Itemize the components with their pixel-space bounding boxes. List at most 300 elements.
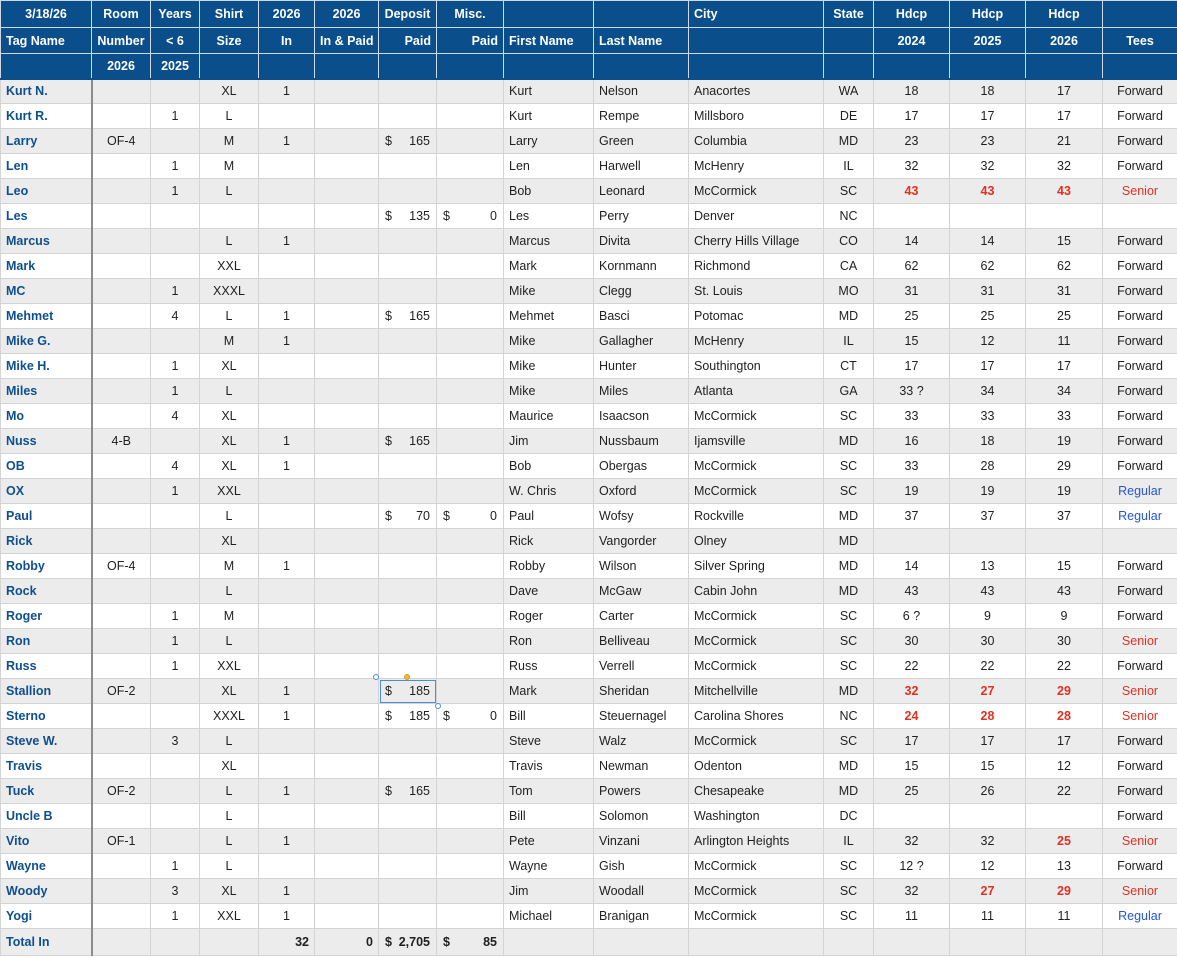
first-name-cell[interactable]: Jim — [504, 879, 594, 904]
first-name-cell[interactable]: Wayne — [504, 854, 594, 879]
hdcp-2026-cell[interactable]: 29 — [1026, 454, 1103, 479]
hdcp-2024-cell[interactable]: 23 — [874, 129, 950, 154]
tees-cell[interactable]: Forward — [1103, 754, 1177, 779]
hdcp-2025-cell[interactable]: 17 — [950, 354, 1026, 379]
years-cell[interactable]: 1 — [151, 854, 200, 879]
in-cell[interactable]: 1 — [259, 129, 315, 154]
last-name-cell[interactable]: Kornmann — [594, 254, 689, 279]
hdcp-2025-cell[interactable]: 9 — [950, 604, 1026, 629]
city-cell[interactable]: Richmond — [689, 254, 824, 279]
hdcp-2026-cell[interactable]: 29 — [1026, 679, 1103, 704]
last-name-cell[interactable]: Newman — [594, 754, 689, 779]
tees-cell[interactable]: Regular — [1103, 904, 1177, 929]
hdcp-2025-cell[interactable]: 31 — [950, 279, 1026, 304]
shirt-size-cell[interactable]: XXXL — [200, 279, 259, 304]
last-name-cell[interactable]: Woodall — [594, 879, 689, 904]
tees-cell[interactable]: Forward — [1103, 279, 1177, 304]
city-cell[interactable]: Denver — [689, 204, 824, 229]
years-cell[interactable]: 1 — [151, 904, 200, 929]
tag-name-cell[interactable]: Mark — [1, 254, 92, 279]
header-cell[interactable]: Tag Name — [1, 28, 92, 54]
misc-paid-cell[interactable] — [437, 504, 504, 529]
header-cell[interactable]: City — [689, 1, 824, 28]
total-years-cell[interactable] — [151, 929, 200, 956]
shirt-size-cell[interactable]: L — [200, 379, 259, 404]
state-cell[interactable]: GA — [824, 379, 874, 404]
hdcp-2024-cell[interactable]: 43 — [874, 579, 950, 604]
state-cell[interactable]: SC — [824, 854, 874, 879]
deposit-paid-cell[interactable] — [379, 729, 437, 754]
tees-cell[interactable]: Forward — [1103, 129, 1177, 154]
last-name-cell[interactable]: Gallagher — [594, 329, 689, 354]
header-cell[interactable]: 2026 — [315, 1, 379, 28]
years-cell[interactable]: 1 — [151, 479, 200, 504]
hdcp-2026-cell[interactable]: 15 — [1026, 229, 1103, 254]
hdcp-2025-cell[interactable]: 12 — [950, 329, 1026, 354]
room-cell[interactable] — [92, 79, 151, 104]
room-cell[interactable] — [92, 379, 151, 404]
state-cell[interactable]: DC — [824, 804, 874, 829]
first-name-cell[interactable]: Pete — [504, 829, 594, 854]
deposit-paid-cell[interactable] — [379, 104, 437, 129]
header-cell[interactable]: Tees — [1103, 28, 1177, 54]
room-cell[interactable] — [92, 354, 151, 379]
tag-name-cell[interactable]: Marcus — [1, 229, 92, 254]
room-cell[interactable] — [92, 329, 151, 354]
tees-cell[interactable]: Regular — [1103, 479, 1177, 504]
years-cell[interactable]: 4 — [151, 304, 200, 329]
header-cell[interactable]: 2024 — [874, 28, 950, 54]
misc-paid-cell[interactable] — [437, 704, 504, 729]
tag-name-cell[interactable]: Wayne — [1, 854, 92, 879]
header-cell[interactable] — [594, 1, 689, 28]
shirt-size-cell[interactable]: L — [200, 729, 259, 754]
total-deposit-paid-cell[interactable] — [379, 929, 437, 956]
last-name-cell[interactable]: Steuernagel — [594, 704, 689, 729]
selection-handle-bottom-right[interactable] — [435, 703, 441, 709]
hdcp-2026-cell[interactable]: 30 — [1026, 629, 1103, 654]
in-paid-cell[interactable] — [315, 379, 379, 404]
state-cell[interactable]: NC — [824, 704, 874, 729]
state-cell[interactable]: SC — [824, 454, 874, 479]
city-cell[interactable]: McHenry — [689, 154, 824, 179]
shirt-size-cell[interactable]: M — [200, 604, 259, 629]
state-cell[interactable]: SC — [824, 604, 874, 629]
years-cell[interactable]: 3 — [151, 879, 200, 904]
hdcp-2026-cell[interactable]: 9 — [1026, 604, 1103, 629]
state-cell[interactable]: SC — [824, 904, 874, 929]
shirt-size-cell[interactable]: XL — [200, 354, 259, 379]
header-cell[interactable] — [504, 54, 594, 79]
tees-cell[interactable] — [1103, 529, 1177, 554]
last-name-cell[interactable]: Wofsy — [594, 504, 689, 529]
hdcp-2024-cell[interactable] — [874, 804, 950, 829]
city-cell[interactable]: McCormick — [689, 404, 824, 429]
selection-handle-top[interactable] — [404, 674, 410, 680]
shirt-size-cell[interactable] — [200, 204, 259, 229]
misc-paid-cell[interactable] — [437, 529, 504, 554]
hdcp-2026-cell[interactable]: 17 — [1026, 79, 1103, 104]
hdcp-2024-cell[interactable]: 32 — [874, 679, 950, 704]
hdcp-2026-cell[interactable]: 17 — [1026, 729, 1103, 754]
hdcp-2025-cell[interactable]: 26 — [950, 779, 1026, 804]
hdcp-2025-cell[interactable]: 13 — [950, 554, 1026, 579]
hdcp-2026-cell[interactable]: 34 — [1026, 379, 1103, 404]
total-in-cell[interactable]: 32 — [259, 929, 315, 956]
city-cell[interactable]: Olney — [689, 529, 824, 554]
in-paid-cell[interactable] — [315, 204, 379, 229]
hdcp-2026-cell[interactable]: 37 — [1026, 504, 1103, 529]
years-cell[interactable] — [151, 529, 200, 554]
first-name-cell[interactable]: Mark — [504, 254, 594, 279]
years-cell[interactable] — [151, 554, 200, 579]
misc-paid-cell[interactable] — [437, 629, 504, 654]
header-cell[interactable] — [824, 28, 874, 54]
last-name-cell[interactable]: Vangorder — [594, 529, 689, 554]
first-name-cell[interactable]: Dave — [504, 579, 594, 604]
years-cell[interactable] — [151, 579, 200, 604]
hdcp-2026-cell[interactable]: 62 — [1026, 254, 1103, 279]
state-cell[interactable]: MD — [824, 304, 874, 329]
hdcp-2024-cell[interactable]: 14 — [874, 554, 950, 579]
last-name-cell[interactable]: Walz — [594, 729, 689, 754]
tees-cell[interactable]: Senior — [1103, 704, 1177, 729]
room-cell[interactable] — [92, 654, 151, 679]
state-cell[interactable]: SC — [824, 479, 874, 504]
room-cell[interactable] — [92, 104, 151, 129]
hdcp-2025-cell[interactable]: 19 — [950, 479, 1026, 504]
in-paid-cell[interactable] — [315, 504, 379, 529]
in-cell[interactable] — [259, 729, 315, 754]
hdcp-2026-cell[interactable]: 33 — [1026, 404, 1103, 429]
state-cell[interactable]: MO — [824, 279, 874, 304]
total-hdcp-2026-cell[interactable] — [1026, 929, 1103, 956]
hdcp-2026-cell[interactable]: 43 — [1026, 579, 1103, 604]
in-paid-cell[interactable] — [315, 854, 379, 879]
shirt-size-cell[interactable]: M — [200, 154, 259, 179]
total-state-cell[interactable] — [824, 929, 874, 956]
tees-cell[interactable]: Forward — [1103, 79, 1177, 104]
header-cell[interactable] — [200, 54, 259, 79]
city-cell[interactable]: Odenton — [689, 754, 824, 779]
city-cell[interactable]: Potomac — [689, 304, 824, 329]
years-cell[interactable]: 1 — [151, 354, 200, 379]
room-cell[interactable] — [92, 904, 151, 929]
hdcp-2024-cell[interactable]: 30 — [874, 629, 950, 654]
state-cell[interactable]: MD — [824, 579, 874, 604]
in-paid-cell[interactable] — [315, 404, 379, 429]
hdcp-2026-cell[interactable]: 22 — [1026, 779, 1103, 804]
hdcp-2026-cell[interactable]: 15 — [1026, 554, 1103, 579]
deposit-paid-cell[interactable] — [379, 354, 437, 379]
in-paid-cell[interactable] — [315, 904, 379, 929]
tees-cell[interactable]: Forward — [1103, 429, 1177, 454]
first-name-cell[interactable]: Mike — [504, 354, 594, 379]
shirt-size-cell[interactable]: L — [200, 829, 259, 854]
room-cell[interactable] — [92, 404, 151, 429]
in-cell[interactable]: 1 — [259, 679, 315, 704]
deposit-paid-cell[interactable] — [379, 554, 437, 579]
hdcp-2026-cell[interactable] — [1026, 529, 1103, 554]
tag-name-cell[interactable]: Vito — [1, 829, 92, 854]
state-cell[interactable]: SC — [824, 879, 874, 904]
tees-cell[interactable]: Forward — [1103, 454, 1177, 479]
state-cell[interactable]: MD — [824, 754, 874, 779]
first-name-cell[interactable]: Ron — [504, 629, 594, 654]
tees-cell[interactable]: Forward — [1103, 779, 1177, 804]
first-name-cell[interactable]: Travis — [504, 754, 594, 779]
deposit-paid-cell[interactable] — [379, 879, 437, 904]
hdcp-2025-cell[interactable]: 43 — [950, 579, 1026, 604]
last-name-cell[interactable]: Harwell — [594, 154, 689, 179]
in-cell[interactable] — [259, 154, 315, 179]
hdcp-2026-cell[interactable] — [1026, 804, 1103, 829]
header-cell[interactable] — [437, 54, 504, 79]
misc-paid-cell[interactable] — [437, 854, 504, 879]
first-name-cell[interactable]: Mike — [504, 279, 594, 304]
room-cell[interactable] — [92, 204, 151, 229]
tees-cell[interactable]: Forward — [1103, 604, 1177, 629]
last-name-cell[interactable]: Basci — [594, 304, 689, 329]
shirt-size-cell[interactable]: XL — [200, 79, 259, 104]
hdcp-2024-cell[interactable]: 37 — [874, 504, 950, 529]
in-paid-cell[interactable] — [315, 454, 379, 479]
tag-name-cell[interactable]: MC — [1, 279, 92, 304]
last-name-cell[interactable]: Divita — [594, 229, 689, 254]
city-cell[interactable]: Arlington Heights — [689, 829, 824, 854]
hdcp-2024-cell[interactable]: 15 — [874, 329, 950, 354]
misc-paid-cell[interactable] — [437, 254, 504, 279]
hdcp-2025-cell[interactable]: 37 — [950, 504, 1026, 529]
room-cell[interactable] — [92, 154, 151, 179]
header-cell[interactable]: First Name — [504, 28, 594, 54]
first-name-cell[interactable]: Mike — [504, 379, 594, 404]
in-cell[interactable]: 1 — [259, 229, 315, 254]
last-name-cell[interactable]: Gish — [594, 854, 689, 879]
city-cell[interactable]: Cherry Hills Village — [689, 229, 824, 254]
hdcp-2026-cell[interactable]: 17 — [1026, 104, 1103, 129]
city-cell[interactable]: Anacortes — [689, 79, 824, 104]
in-cell[interactable] — [259, 379, 315, 404]
state-cell[interactable]: NC — [824, 204, 874, 229]
misc-paid-cell[interactable] — [437, 279, 504, 304]
hdcp-2025-cell[interactable]: 18 — [950, 79, 1026, 104]
city-cell[interactable]: McCormick — [689, 454, 824, 479]
in-cell[interactable] — [259, 279, 315, 304]
room-cell[interactable] — [92, 229, 151, 254]
tag-name-cell[interactable]: Sterno — [1, 704, 92, 729]
in-paid-cell[interactable] — [315, 829, 379, 854]
tees-cell[interactable]: Forward — [1103, 379, 1177, 404]
deposit-paid-cell[interactable] — [379, 629, 437, 654]
shirt-size-cell[interactable]: XL — [200, 879, 259, 904]
total-tag-name-cell[interactable]: Total In — [1, 929, 92, 956]
city-cell[interactable]: Columbia — [689, 129, 824, 154]
total-hdcp-2025-cell[interactable] — [950, 929, 1026, 956]
last-name-cell[interactable]: Rempe — [594, 104, 689, 129]
in-paid-cell[interactable] — [315, 879, 379, 904]
hdcp-2024-cell[interactable]: 22 — [874, 654, 950, 679]
room-cell[interactable]: 4-B — [92, 429, 151, 454]
tees-cell[interactable]: Forward — [1103, 554, 1177, 579]
hdcp-2025-cell[interactable]: 11 — [950, 904, 1026, 929]
in-cell[interactable]: 1 — [259, 779, 315, 804]
misc-paid-cell[interactable] — [437, 354, 504, 379]
room-cell[interactable] — [92, 604, 151, 629]
tag-name-cell[interactable]: Mike H. — [1, 354, 92, 379]
deposit-paid-cell[interactable] — [379, 329, 437, 354]
years-cell[interactable]: 1 — [151, 379, 200, 404]
last-name-cell[interactable]: Clegg — [594, 279, 689, 304]
shirt-size-cell[interactable]: L — [200, 504, 259, 529]
years-cell[interactable] — [151, 329, 200, 354]
in-cell[interactable] — [259, 754, 315, 779]
hdcp-2025-cell[interactable]: 15 — [950, 754, 1026, 779]
tees-cell[interactable]: Forward — [1103, 229, 1177, 254]
in-cell[interactable] — [259, 529, 315, 554]
first-name-cell[interactable]: Maurice — [504, 404, 594, 429]
tag-name-cell[interactable]: Russ — [1, 654, 92, 679]
tag-name-cell[interactable]: Robby — [1, 554, 92, 579]
hdcp-2026-cell[interactable]: 32 — [1026, 154, 1103, 179]
header-cell[interactable]: Paid — [437, 28, 504, 54]
tees-cell[interactable]: Forward — [1103, 304, 1177, 329]
city-cell[interactable]: McCormick — [689, 879, 824, 904]
tees-cell[interactable]: Forward — [1103, 729, 1177, 754]
last-name-cell[interactable]: Nussbaum — [594, 429, 689, 454]
deposit-paid-cell[interactable] — [379, 404, 437, 429]
tees-cell[interactable]: Senior — [1103, 829, 1177, 854]
misc-paid-cell[interactable] — [437, 804, 504, 829]
in-cell[interactable]: 1 — [259, 904, 315, 929]
header-cell[interactable] — [1103, 54, 1177, 79]
deposit-paid-cell[interactable] — [379, 254, 437, 279]
tees-cell[interactable]: Senior — [1103, 879, 1177, 904]
years-cell[interactable]: 1 — [151, 179, 200, 204]
city-cell[interactable]: McHenry — [689, 329, 824, 354]
shirt-size-cell[interactable]: L — [200, 854, 259, 879]
city-cell[interactable]: McCormick — [689, 479, 824, 504]
tag-name-cell[interactable]: Mehmet — [1, 304, 92, 329]
misc-paid-cell[interactable] — [437, 904, 504, 929]
state-cell[interactable]: CT — [824, 354, 874, 379]
deposit-paid-cell[interactable] — [379, 779, 437, 804]
misc-paid-cell[interactable] — [437, 404, 504, 429]
room-cell[interactable] — [92, 704, 151, 729]
deposit-paid-cell[interactable] — [379, 904, 437, 929]
shirt-size-cell[interactable]: XL — [200, 529, 259, 554]
hdcp-2024-cell[interactable]: 12 ? — [874, 854, 950, 879]
in-cell[interactable] — [259, 604, 315, 629]
total-misc-paid-cell[interactable] — [437, 929, 504, 956]
hdcp-2025-cell[interactable]: 62 — [950, 254, 1026, 279]
hdcp-2026-cell[interactable]: 29 — [1026, 879, 1103, 904]
hdcp-2024-cell[interactable] — [874, 204, 950, 229]
header-cell[interactable]: Hdcp — [1026, 1, 1103, 28]
state-cell[interactable]: MD — [824, 679, 874, 704]
last-name-cell[interactable]: Branigan — [594, 904, 689, 929]
state-cell[interactable]: IL — [824, 154, 874, 179]
first-name-cell[interactable]: Mark — [504, 679, 594, 704]
shirt-size-cell[interactable]: L — [200, 179, 259, 204]
header-cell[interactable]: Misc. — [437, 1, 504, 28]
header-cell[interactable] — [689, 28, 824, 54]
misc-paid-cell[interactable] — [437, 679, 504, 704]
in-cell[interactable] — [259, 479, 315, 504]
misc-paid-cell[interactable] — [437, 429, 504, 454]
tag-name-cell[interactable]: Nuss — [1, 429, 92, 454]
state-cell[interactable]: WA — [824, 79, 874, 104]
hdcp-2024-cell[interactable]: 18 — [874, 79, 950, 104]
in-paid-cell[interactable] — [315, 704, 379, 729]
hdcp-2026-cell[interactable] — [1026, 204, 1103, 229]
hdcp-2024-cell[interactable]: 11 — [874, 904, 950, 929]
tag-name-cell[interactable]: Larry — [1, 129, 92, 154]
tees-cell[interactable]: Forward — [1103, 104, 1177, 129]
tag-name-cell[interactable]: Paul — [1, 504, 92, 529]
hdcp-2024-cell[interactable] — [874, 529, 950, 554]
deposit-paid-cell[interactable] — [379, 379, 437, 404]
last-name-cell[interactable]: Perry — [594, 204, 689, 229]
total-first-name-cell[interactable] — [504, 929, 594, 956]
deposit-paid-cell[interactable] — [379, 129, 437, 154]
hdcp-2026-cell[interactable]: 19 — [1026, 479, 1103, 504]
hdcp-2026-cell[interactable]: 17 — [1026, 354, 1103, 379]
misc-paid-cell[interactable] — [437, 554, 504, 579]
header-cell[interactable] — [824, 54, 874, 79]
total-city-cell[interactable] — [689, 929, 824, 956]
in-cell[interactable]: 1 — [259, 329, 315, 354]
state-cell[interactable]: MD — [824, 429, 874, 454]
hdcp-2025-cell[interactable]: 33 — [950, 404, 1026, 429]
hdcp-2024-cell[interactable]: 33 — [874, 404, 950, 429]
first-name-cell[interactable]: Mehmet — [504, 304, 594, 329]
deposit-paid-cell[interactable] — [379, 704, 437, 729]
tees-cell[interactable]: Forward — [1103, 354, 1177, 379]
in-cell[interactable]: 1 — [259, 454, 315, 479]
state-cell[interactable]: MD — [824, 129, 874, 154]
shirt-size-cell[interactable]: XXL — [200, 654, 259, 679]
deposit-paid-cell[interactable] — [379, 304, 437, 329]
tees-cell[interactable] — [1103, 204, 1177, 229]
hdcp-2025-cell[interactable] — [950, 804, 1026, 829]
hdcp-2024-cell[interactable]: 32 — [874, 879, 950, 904]
state-cell[interactable]: CO — [824, 229, 874, 254]
header-cell[interactable]: 2026 — [259, 1, 315, 28]
in-paid-cell[interactable] — [315, 529, 379, 554]
deposit-paid-cell[interactable] — [379, 804, 437, 829]
hdcp-2025-cell[interactable]: 34 — [950, 379, 1026, 404]
tees-cell[interactable]: Forward — [1103, 404, 1177, 429]
misc-paid-cell[interactable] — [437, 229, 504, 254]
hdcp-2025-cell[interactable] — [950, 204, 1026, 229]
state-cell[interactable]: SC — [824, 404, 874, 429]
shirt-size-cell[interactable]: M — [200, 329, 259, 354]
header-cell[interactable] — [1, 54, 92, 79]
in-paid-cell[interactable] — [315, 629, 379, 654]
in-paid-cell[interactable] — [315, 754, 379, 779]
tag-name-cell[interactable]: Kurt R. — [1, 104, 92, 129]
deposit-paid-cell[interactable] — [379, 454, 437, 479]
header-cell[interactable]: 2026 — [92, 54, 151, 79]
room-cell[interactable] — [92, 479, 151, 504]
room-cell[interactable] — [92, 729, 151, 754]
years-cell[interactable] — [151, 679, 200, 704]
in-paid-cell[interactable] — [315, 604, 379, 629]
misc-paid-cell[interactable] — [437, 604, 504, 629]
total-room-cell[interactable] — [92, 929, 151, 956]
in-paid-cell[interactable] — [315, 129, 379, 154]
